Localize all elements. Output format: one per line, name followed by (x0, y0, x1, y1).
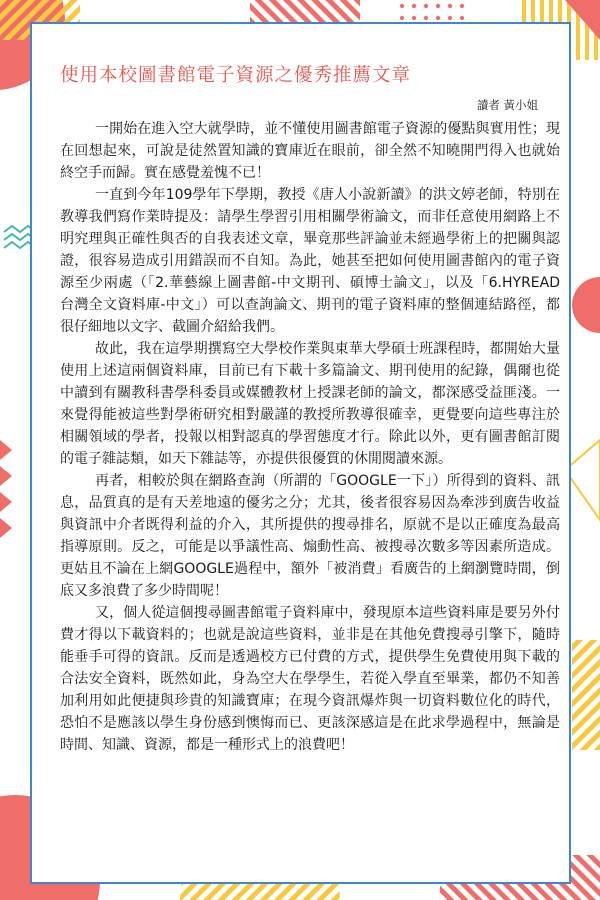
red-stripes-top (250, 0, 360, 22)
red-dots-top (395, 0, 465, 20)
article-author: 讀者 黃小姐 (476, 98, 538, 112)
yellow-stripes-right (572, 640, 600, 750)
paragraph: 一直到今年109學年下學期，教授《唐人小說新讀》的洪文婷老師，特別在教導我們寫作業時提及：請學生學習引用相關學術論文，而非任意使用網路上不明究理與正確性與否的自我表述文章，畢竟那些評論並未經過學術上的把關與認證，很容易造成引用錯誤而不自知。為此，她甚至把如何使用圖書館內的電子資源至少兩處（「2.華藝線上圖書館-中文期刊、碩博士論文」，以及「6.HYREAD 台灣全文資料庫-中文」）可以查詢論文、期刊的電子資料庫的整個連結路徑，都很仔細地以文字、截圖介紹給我們。 (60, 187, 560, 335)
paragraph: 又，個人從這個搜尋圖書館電子資料庫中，發現原本這些資料庫是要另外付費才得以下載資料的；也就是說這些資料，並非是在其他免費搜尋引擎下，隨時能垂手可得的資訊。反而是透過校方已付費的方式，提供學生免費使用與下載的合法安全資料，既然如此，身為空大在學學生，若從入學直至畢業，都仍不知善加利用如此便捷與珍貴的知識寶庫；在現今資訊爆炸與一切資料數位化的時代，恐怕不是應該以學生身份感到懊悔而已、更該深感這是在此求學過程中，無論是時間、知識、資源，都是一種形式上的浪費吧！ (60, 605, 560, 753)
red-stripes-bottomleft (0, 800, 30, 860)
article-title: 使用本校圖書館電子資源之優秀推薦文章 (60, 65, 412, 86)
paragraph: 再者，相較於與在網路查詢（所謂的「GOOGLE一下」）所得到的資料、訊息，品質真的是有天差地遠的優劣之分；尤其，後者很容易因為牽涉到廣告收益與資訊中介者既得利益的介入，其所提供的搜尋排名，原就不是以正確度為最高指導原則。反之，可能是以爭議性高、煽動性高、被搜尋次數多等因素所造成。更姑且不論在上網GOOGLE過程中，額外「被消費」看廣告的上網瀏覽時間，倒底又多浪費了多少時間呢！ (60, 473, 560, 599)
article-body (60, 118, 560, 756)
paragraph: 故此，我在這學期撰寫空大學校作業與東華大學碩士班課程時，都開始大量使用上述這兩個資料庫，目前已有下載十多篇論文、期刊使用的紀錄，偶爾也從中讀到有關教科書學科委員或媒體教材上授課老師的論文，都深感受益匪淺。一來覺得能被這些對學術研究相對嚴謹的教授所教導很確幸，更覺要向這些專注於相關領域的學者，投報以相對認真的學習態度才行。除此以外，更有圖書館訂閱的電子雜誌類，如天下雜誌等，亦提供很優質的休閒閱讀來源。 (60, 341, 560, 467)
paragraph: 一開始在進入空大就學時，並不懂使用圖書館電子資源的優點與實用性；現在回想起來，可說是徒然置知識的寶庫近在眼前，卻全然不知曉開門得入也就始終空手而歸。實在感覺羞愧不已！ (60, 121, 560, 181)
red-circle-right (572, 277, 600, 333)
